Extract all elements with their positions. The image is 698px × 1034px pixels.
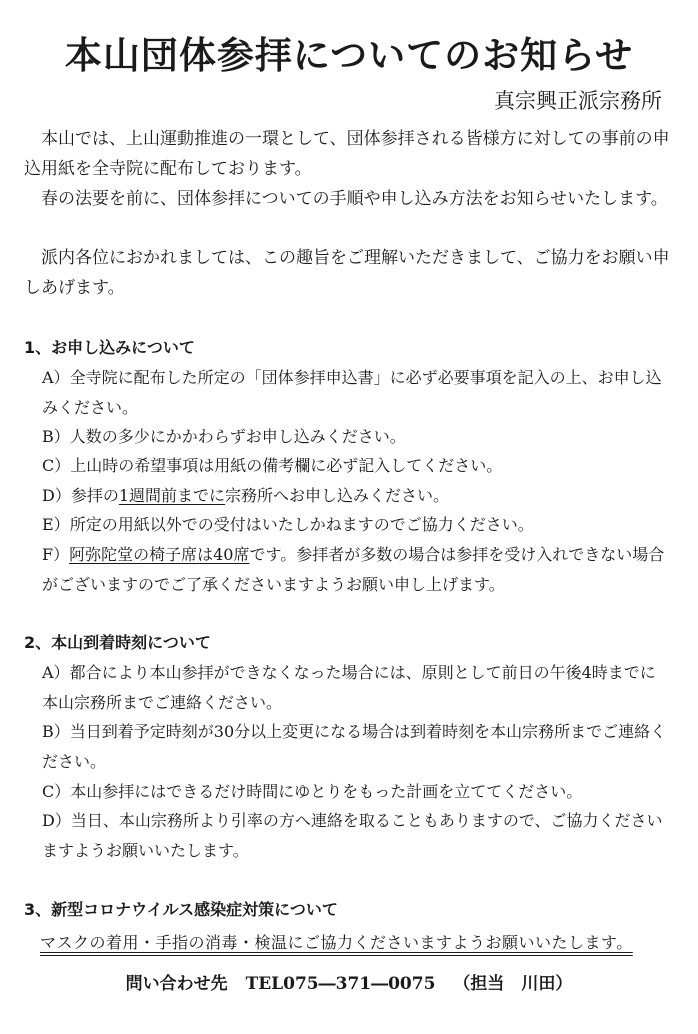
item-text-underlined: 1週間前までに [118, 486, 226, 505]
section-3-heading: 3、新型コロナウイルス感染症対策について [24, 900, 338, 919]
item-text: 全寺院に配布した所定の「団体参拝申込書」に必ず必要事項を記入の上、お申し込みください。 [42, 368, 662, 417]
contact-footer [0, 970, 698, 998]
contact-person: （担当 川田） [453, 974, 573, 994]
item-text: 当日、本山宗務所より引率の方へ連絡を取ることもありますので、ご協力くださいますようお願いいたします。 [42, 811, 663, 860]
item-text: 上山時の希望事項は用紙の備考欄に必ず記入してください。 [70, 456, 503, 475]
item-text-post: です。参拝者が多数の場合は参拝を受け入れできない場合がございますのでご了承くださいますようお願い申し上げます。 [42, 545, 665, 594]
section-2-item-c [42, 777, 670, 807]
intro-paragraph-2: 春の法要を前に、団体参拝についての手順や申し込み方法をお知らせいたします。 [41, 189, 668, 209]
intro-paragraph-3: 派内各位におかれましては、この趣旨をご理解いただきまして、ご協力をお願い申しあげます。 [24, 248, 670, 298]
section-1-item-d [42, 481, 670, 511]
item-label: B） [42, 722, 70, 741]
item-label: D） [42, 811, 71, 830]
item-label: A） [42, 368, 70, 387]
section-1-item-a [42, 363, 670, 422]
section-1-item-f [42, 540, 670, 599]
section-1-item-c [42, 451, 670, 481]
intro-paragraph-1: 本山では、上山運動推進の一環として、団体参拝される皆様方に対しての事前の申込用紙を全寺院に配布しております。 [24, 129, 670, 179]
item-text-pre: 参拝の [70, 486, 119, 505]
page-title: 本山団体参拝についてのお知らせ [64, 34, 634, 77]
contact-label: 問い合わせ先 [125, 974, 228, 994]
item-label: E） [42, 515, 70, 534]
section-2-item-b [42, 717, 670, 776]
section-1-item-b [42, 422, 670, 452]
item-label: A） [42, 663, 70, 682]
organization-name: 真宗興正派宗務所 [494, 89, 662, 113]
section-2-item-d [42, 806, 670, 865]
contact-tel: TEL075―371―0075 [245, 974, 436, 994]
item-text: 当日到着予定時刻が30分以上変更になる場合は到着時刻を本山宗務所までご連絡ください。 [42, 722, 667, 771]
item-text: 人数の多少にかかわらずお申し込みください。 [69, 427, 406, 446]
section-1-item-e [42, 510, 670, 540]
item-label: D） [42, 486, 71, 505]
section-2-heading: 2、本山到着時刻について [24, 633, 211, 652]
item-label: B） [42, 427, 70, 446]
section-3-text: マスクの着用・手指の消毒・検温にご協力くださいますようお願いいたします。 [40, 933, 633, 952]
item-text-underlined: 阿弥陀堂の椅子席は40席 [69, 545, 250, 564]
section-2-item-a [42, 658, 670, 717]
item-text: 都合により本山参拝ができなくなった場合には、原則として前日の午後4時までに本山宗務所までご連絡ください。 [42, 663, 656, 712]
item-text: 所定の用紙以外での受付はいたしかねますのでご協力ください。 [69, 515, 534, 534]
item-text: 本山参拝にはできるだけ時間にゆとりをもった計画を立ててください。 [70, 782, 583, 801]
item-label: F） [42, 545, 70, 564]
item-label: C） [42, 456, 71, 475]
section-1-heading: 1、お申し込みについて [24, 338, 195, 357]
item-label: C） [42, 782, 71, 801]
item-text-post: 宗務所へお申し込みください。 [225, 486, 450, 505]
